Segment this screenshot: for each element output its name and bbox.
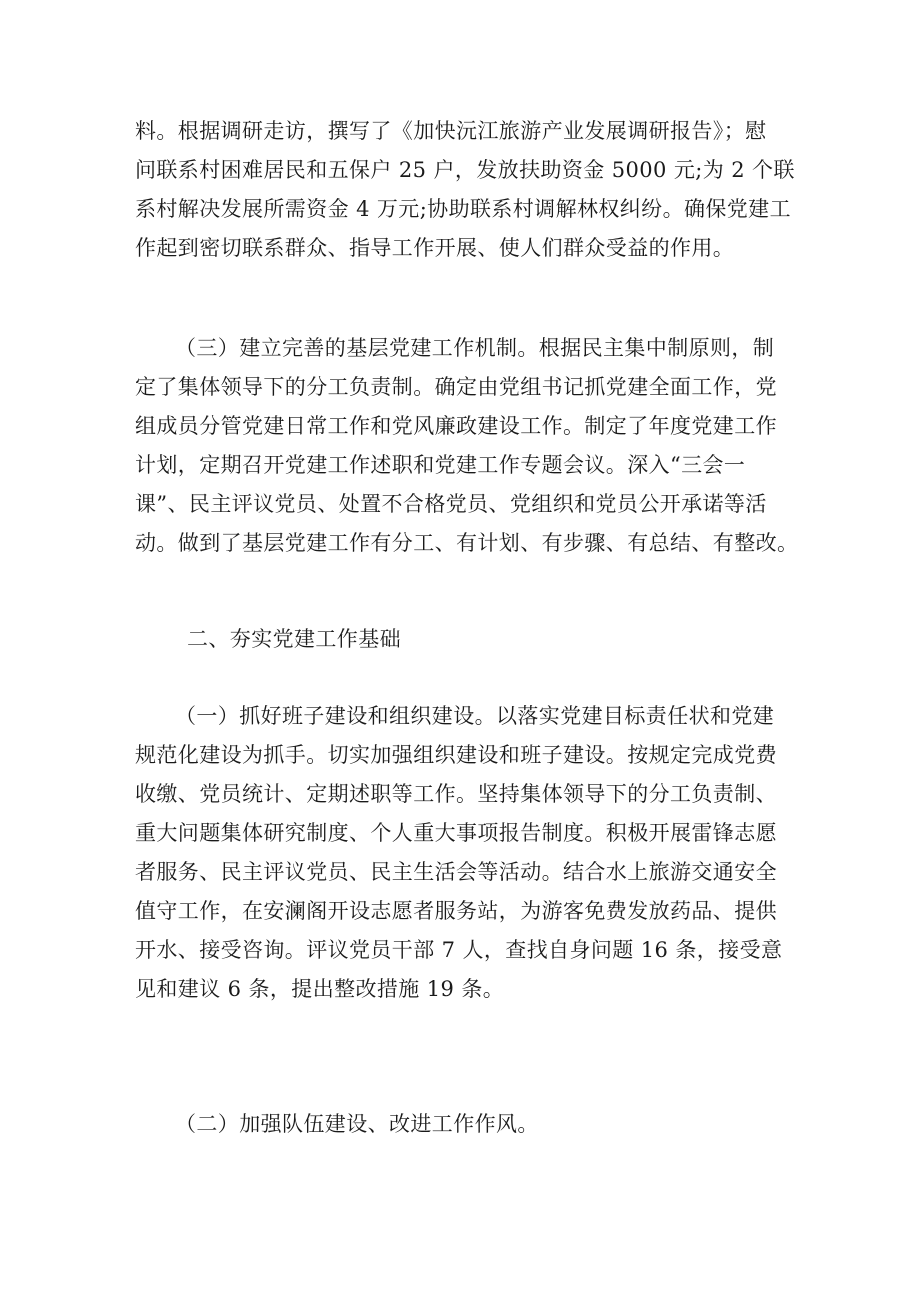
text-line: 系村解决发展所需资金 4 万元;协助联系村调解林权纠纷。确保党建工 — [135, 197, 791, 221]
text-line: 料。根据调研走访，撰写了《加快沅江旅游产业发展调研报告》；慰 — [135, 119, 767, 143]
text-line: （三）建立完善的基层党建工作机制。根据民主集中制原则，制 — [175, 336, 775, 360]
text-line: 计划，定期召开党建工作述职和党建工作专题会议。深入“三会一 — [135, 453, 746, 477]
heading-text: 二、夯实党建工作基础 — [187, 627, 401, 651]
text-line: 收缴、党员统计、定期述职等工作。坚持集体领导下的分工负责制、 — [135, 782, 777, 806]
text-line: 动。做到了基层党建工作有分工、有计划、有步骤、有总结、有整改。 — [135, 531, 799, 555]
heading-text: （二）加强队伍建设、改进工作作风。 — [175, 1112, 539, 1136]
text-line: 开水、接受咨询。评议党员干部 7 人，查找自身问题 16 条，接受意 — [135, 938, 783, 962]
text-line: 组成员分管党建日常工作和党风廉政建设工作。制定了年度党建工作 — [135, 414, 777, 438]
text-line: 者服务、民主评议党员、民主生活会等活动。结合水上旅游交通安全 — [135, 860, 777, 884]
text-line: 值守工作，在安澜阁开设志愿者服务站，为游客免费发放药品、提供 — [135, 899, 777, 923]
subsection-heading — [135, 1105, 795, 1144]
paragraph-work-mechanism — [135, 329, 799, 563]
text-line: 重大问题集体研究制度、个人重大事项报告制度。积极开展雷锋志愿 — [135, 821, 777, 845]
text-line: 课”、民主评议党员、处置不合格党员、党组织和党员公开承诺等活 — [135, 492, 767, 516]
paragraph-team-building — [135, 697, 795, 1009]
text-line: 定了集体领导下的分工负责制。确定由党组书记抓党建全面工作，党 — [135, 375, 777, 399]
text-line: 见和建议 6 条，提出整改措施 19 条。 — [135, 977, 505, 1001]
text-line: （一）抓好班子建设和组织建设。以落实党建目标责任状和党建 — [175, 704, 775, 728]
section-heading — [135, 620, 795, 659]
text-line: 作起到密切联系群众、指导工作开展、使人们群众受益的作用。 — [135, 236, 735, 260]
text-line: 规范化建设为抓手。切实加强组织建设和班子建设。按规定完成党费 — [135, 743, 777, 767]
paragraph-continuation — [135, 112, 795, 268]
text-line: 问联系村困难居民和五保户 25 户，发放扶助资金 5000 元;为 2 个联 — [135, 158, 795, 182]
